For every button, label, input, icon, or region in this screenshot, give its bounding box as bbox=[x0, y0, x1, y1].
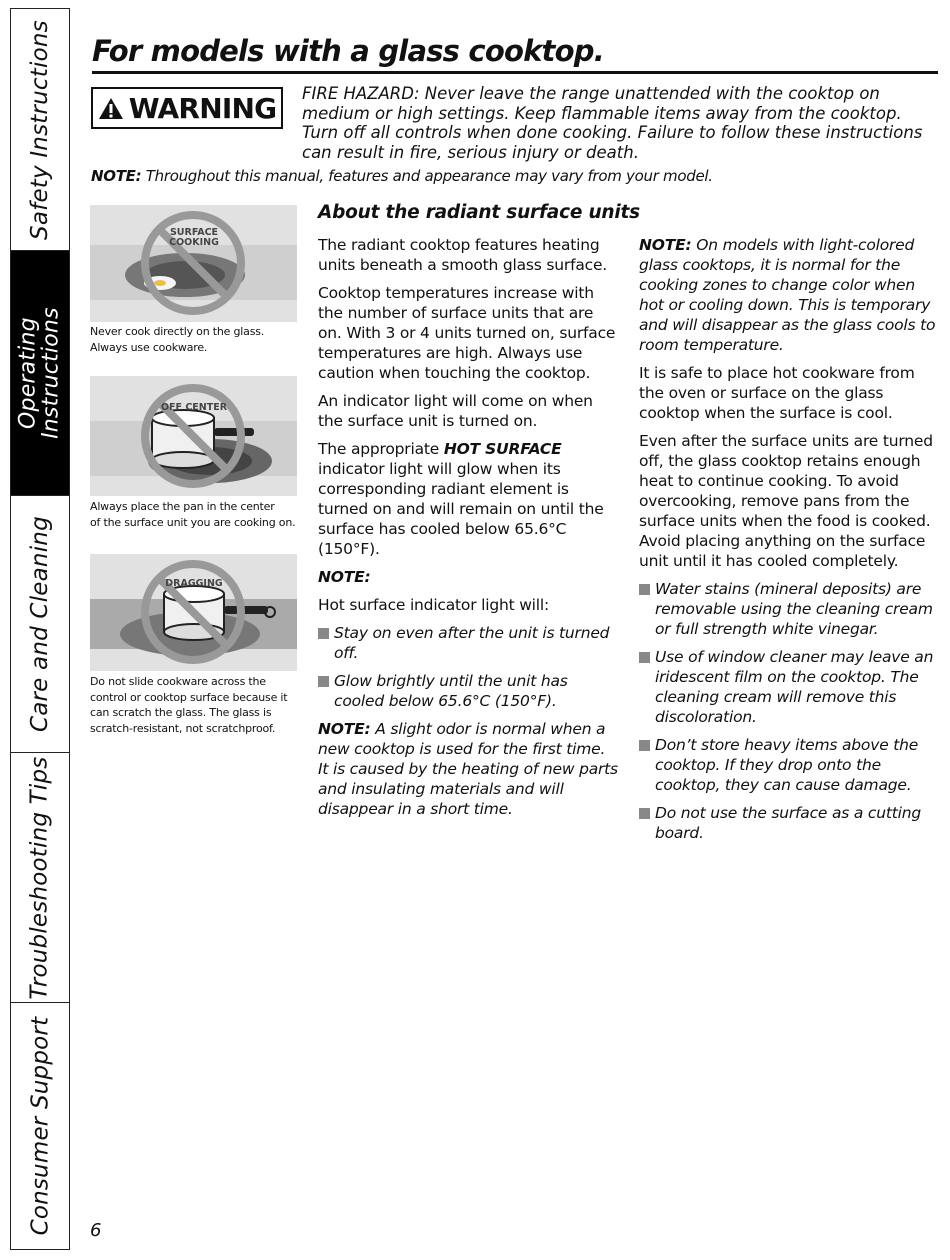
list-item-text: Use of window cleaner may leave an iridescent film on the cooktop. The cleaning cream will remove this discoloration. bbox=[655, 648, 934, 726]
paragraph: It is safe to place hot cookware from the oven or surface on the glass cooktop when the surface is cool. bbox=[639, 364, 915, 422]
off-center-illustration bbox=[90, 376, 297, 496]
caption-line: Never cook directly on the glass. bbox=[90, 325, 265, 338]
warning-triangle-icon bbox=[98, 97, 124, 120]
note-text: On models with light-colored glass cooktops, it is normal for the cooking zones to change color when hot or cooling down. This is temporary and will disappear as the glass cools to room temperature. bbox=[639, 236, 936, 354]
list-item bbox=[639, 803, 939, 843]
sign-label: DRAGGING bbox=[165, 578, 223, 589]
paragraph: An indicator light will come on when the surface unit is turned on. bbox=[318, 392, 593, 430]
note-lead: NOTE: bbox=[639, 236, 692, 254]
square-bullet-icon bbox=[318, 628, 329, 639]
tab-consumer-support[interactable] bbox=[10, 1002, 70, 1250]
note-lead: NOTE: bbox=[91, 167, 142, 185]
note-text: A slight odor is normal when a new cooktop is used for the first time. It is caused by the heating of new parts and insulating materials and will disappear in a short time. bbox=[318, 720, 618, 818]
square-bullet-icon bbox=[318, 676, 329, 687]
paragraph bbox=[318, 439, 618, 559]
tab-label: Troubleshooting Tips bbox=[26, 756, 53, 1000]
dragging-illustration bbox=[90, 554, 297, 671]
list-item-text: Stay on even after the unit is turned off. bbox=[334, 624, 610, 662]
caption-line: of the surface unit you are cooking on. bbox=[90, 515, 296, 529]
middle-column bbox=[318, 235, 618, 827]
note-label bbox=[318, 567, 618, 587]
paragraph: The radiant cooktop features heating units beneath a smooth glass surface. bbox=[318, 236, 608, 274]
tab-label: Consumer Support bbox=[26, 1016, 53, 1236]
glass-color-note bbox=[639, 235, 939, 355]
figure-caption bbox=[90, 324, 305, 355]
list-item-text: Do not use the surface as a cutting board. bbox=[655, 804, 921, 842]
tab-troubleshooting-tips[interactable] bbox=[10, 752, 70, 1004]
text-run: The appropriate bbox=[318, 440, 444, 458]
warning-text: FIRE HAZARD: Never leave the range unattended with the cooktop on medium or high settings. Keep flammable items away from the cooktop. Turn off all controls when done cooking. Failure to follow these instructions can result in fire, serious injury or death. bbox=[302, 84, 923, 162]
section-heading: About the radiant surface units bbox=[318, 202, 640, 223]
square-bullet-icon bbox=[639, 584, 650, 595]
sign-label: COOKING bbox=[169, 237, 219, 248]
section-tabs bbox=[10, 8, 70, 1248]
list-item-text: Glow brightly until the unit has cooled below 65.6°C (150°F). bbox=[334, 672, 568, 710]
sign-label: SURFACE bbox=[169, 227, 219, 238]
model-note bbox=[91, 167, 911, 185]
hot-surface-term: HOT SURFACE bbox=[443, 440, 562, 458]
figure-caption bbox=[90, 499, 305, 530]
paragraph: Even after the surface units are turned off, the glass cooktop retains enough heat to continue cooking. To avoid overcooking, remove pans from the surface units when the food is cooked. Avoid placing anything on the surface unit until it has cooled completely. bbox=[639, 432, 933, 570]
sign-label: OFF CENTER bbox=[160, 402, 228, 413]
tab-label: Care and Cleaning bbox=[26, 516, 53, 733]
list-item bbox=[639, 735, 939, 795]
list-item bbox=[318, 671, 618, 711]
odor-note bbox=[318, 719, 618, 819]
tab-label bbox=[17, 308, 63, 440]
tab-label-line2: Instructions bbox=[39, 307, 65, 440]
title-divider bbox=[92, 71, 938, 74]
caption-line: Always place the pan in the center bbox=[90, 500, 275, 513]
text-run: indicator light will glow when its corresponding radiant element is turned on and will remain on until the surface has cooled below 65.6°C (150°F). bbox=[318, 460, 604, 558]
square-bullet-icon bbox=[639, 652, 650, 663]
surface-cooking-illustration bbox=[90, 205, 297, 322]
tab-operating-instructions[interactable] bbox=[10, 250, 70, 497]
page-title: For models with a glass cooktop. bbox=[92, 34, 604, 68]
paragraph: Hot surface indicator light will: bbox=[318, 596, 550, 614]
figure-caption: Do not slide cookware across the control or cooktop surface because it can scratch the glass. The glass is scratch-resistant, not scratchproof. bbox=[90, 675, 288, 735]
paragraph: Cooktop temperatures increase with the number of surface units that are on. With 3 or 4 units turned on, surface temperatures are high. Always use caution when touching the cooktop. bbox=[318, 284, 616, 382]
caption-line: Always use cookware. bbox=[90, 340, 208, 354]
warning-badge bbox=[91, 87, 283, 129]
list-item bbox=[639, 579, 939, 639]
list-item-text: Don’t store heavy items above the cooktop. If they drop onto the cooktop, they can cause damage. bbox=[655, 736, 919, 794]
list-item bbox=[318, 623, 618, 663]
note-lead: NOTE: bbox=[318, 720, 371, 738]
tab-label: Safety Instructions bbox=[26, 20, 53, 240]
square-bullet-icon bbox=[639, 808, 650, 819]
list-item-text: Water stains (mineral deposits) are removable using the cleaning cream or full strength white vinegar. bbox=[655, 580, 933, 638]
warning-label: WARNING bbox=[128, 91, 277, 125]
tab-care-and-cleaning[interactable] bbox=[10, 495, 70, 754]
tab-label-line1: Operating bbox=[15, 317, 41, 430]
page-number: 6 bbox=[90, 1220, 102, 1241]
note-text: Throughout this manual, features and appearance may vary from your model. bbox=[141, 167, 713, 185]
square-bullet-icon bbox=[639, 740, 650, 751]
right-column bbox=[639, 235, 939, 851]
list-item bbox=[639, 647, 939, 727]
note-label-text: NOTE: bbox=[318, 568, 371, 586]
tab-safety-instructions[interactable] bbox=[10, 8, 70, 252]
